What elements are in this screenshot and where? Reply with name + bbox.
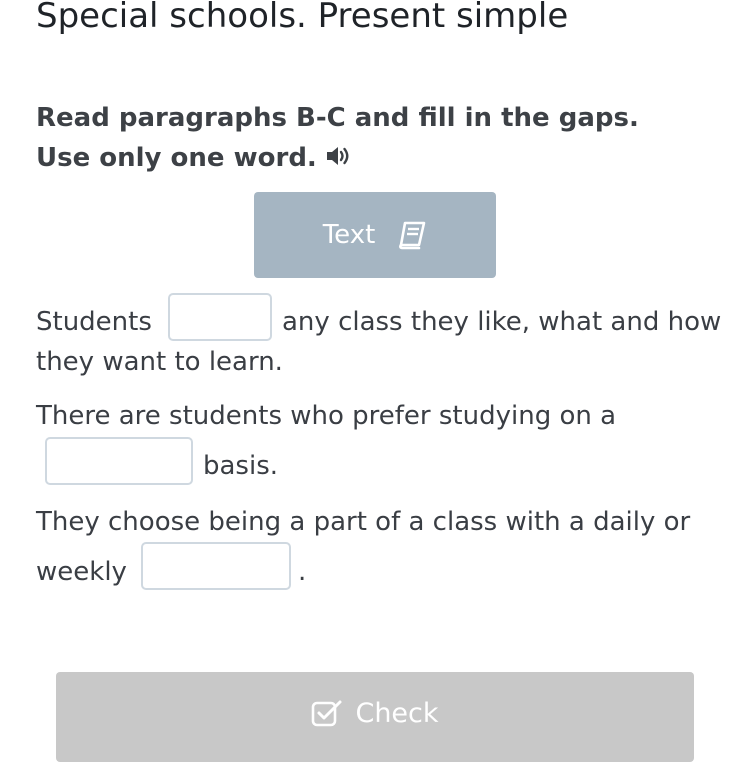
gap-1-input[interactable] [168,293,272,341]
text-button[interactable] [254,192,496,278]
sentence3-before2: weekly [36,557,127,587]
check-button[interactable] [56,672,694,762]
sentence2-before: There are students who prefer studying on a [36,401,617,431]
checkbox-icon [311,699,343,727]
book-icon [397,220,427,250]
sentence1-after: any class they like, what and how [282,307,722,337]
sentence1-before: Students [36,307,152,337]
gap-2-input[interactable] [45,437,193,485]
sentence2-after: basis. [203,451,279,481]
instruction [36,98,696,180]
sentence3-before: They choose being a part of a class with a daily or [36,507,691,537]
sentence1-continuation: they want to learn. [36,347,283,377]
check-button-label: Check [355,698,439,729]
page-title: Special schools. Present simple [36,0,569,36]
sentence3-after: . [298,557,307,587]
gap-3-input[interactable] [141,542,291,590]
speaker-icon[interactable] [325,140,353,180]
text-button-label: Text [322,220,376,250]
instruction-text: Read paragraphs B-C and fill in the gaps. Use only one word. [36,103,639,173]
